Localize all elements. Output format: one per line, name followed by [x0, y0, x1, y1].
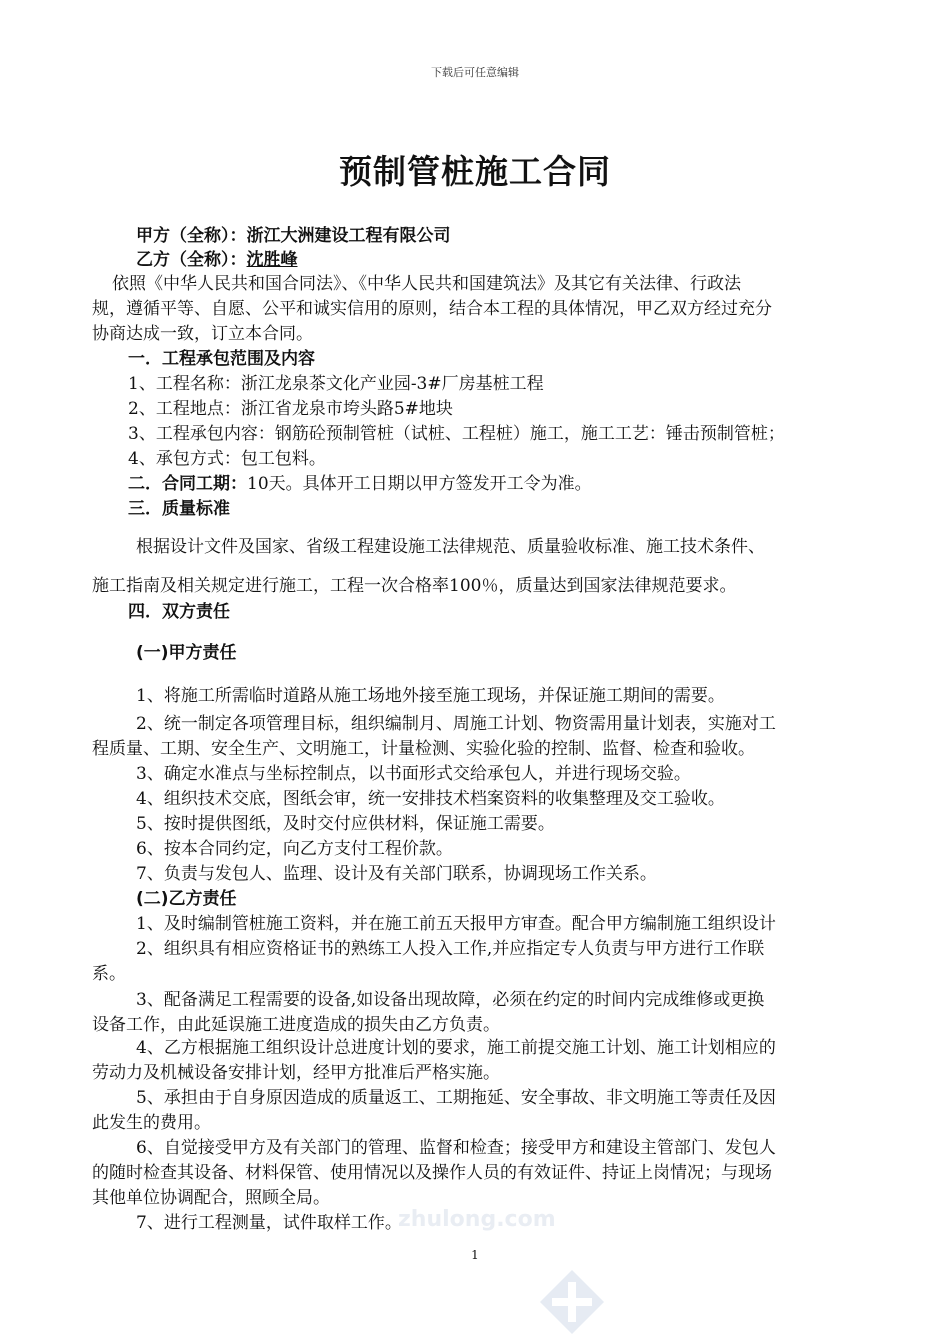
party-a-duty: 3、确定水准点与坐标控制点，以书面形式交给承包人，并进行现场交验。: [136, 764, 691, 784]
party-b-duty: 1、及时编制管桩施工资料，并在施工前五天报甲方审查。配合甲方编制施工组织设计: [136, 914, 776, 934]
page-header: 下载后可任意编辑: [431, 66, 519, 79]
section2-line: [128, 472, 908, 496]
section2-text: 10天。具体开工日期以甲方签发开工令为准。: [247, 474, 592, 494]
party-b-duties-heading: (二)乙方责任: [136, 889, 237, 909]
section2-heading: 二．合同工期：: [128, 474, 247, 494]
party-b-duty: 系。: [92, 964, 126, 984]
party-b-duty: 5、承担由于自身原因造成的质量返工、工期拖延、安全事故、非文明施工等责任及因: [136, 1088, 776, 1108]
party-b-duty: 设备工作，由此延误施工进度造成的损失由乙方负责。: [92, 1015, 500, 1035]
party-a-duty: 5、按时提供图纸，及时交付应供材料，保证施工需要。: [136, 814, 555, 834]
section3-heading: 三．质量标准: [128, 499, 230, 519]
party-b-duty: 其他单位协调配合，照顾全局。: [92, 1188, 330, 1208]
party-b-duty: 7、进行工程测量，试件取样工作。: [136, 1213, 402, 1233]
party-a-duty: 7、负责与发包人、监理、设计及有关部门联系，协调现场工作关系。: [136, 864, 657, 884]
section1-item: 3、工程承包内容：钢筋砼预制管桩（试桩、工程桩）施工，施工工艺：锤击预制管桩；: [128, 424, 785, 444]
party-b-duty: 2、组织具有相应资格证书的熟练工人投入工作,并应指定专人负责与甲方进行工作联: [136, 939, 765, 959]
party-b-line: [136, 248, 916, 272]
party-a-value: 浙江大洲建设工程有限公司: [246, 226, 451, 246]
party-a-label: 甲方（全称）：: [136, 226, 247, 246]
party-b-duty: 此发生的费用。: [92, 1113, 211, 1133]
party-b-duty: 6、自觉接受甲方及有关部门的管理、监督和检查；接受甲方和建设主管部门、发包人: [136, 1138, 776, 1158]
section3-line: 施工指南及相关规定进行施工，工程一次合格率100％，质量达到国家法律规范要求。: [92, 576, 737, 596]
watermark-logo-icon: [538, 1268, 606, 1336]
section3-line: 根据设计文件及国家、省级工程建设施工法律规范、质量验收标准、施工技术条件、: [136, 537, 765, 557]
section1-item: 1、工程名称：浙江龙泉茶文化产业园-3#厂房基桩工程: [128, 374, 544, 394]
section4-heading: 四．双方责任: [128, 602, 230, 622]
party-a-duty: 2、统一制定各项管理目标，组织编制月、周施工计划、物资需用量计划表，实施对工: [136, 714, 776, 734]
intro-line: 规，遵循平等、自愿、公平和诚实信用的原则，结合本工程的具体情况，甲乙双方经过充分: [92, 299, 772, 319]
party-a-duty: 1、将施工所需临时道路从施工场地外接至施工现场，并保证施工期间的需要。: [136, 686, 725, 706]
page-number: 1: [471, 1248, 479, 1262]
intro-line: 协商达成一致，订立本合同。: [92, 324, 313, 344]
party-a-duty: 6、按本合同约定，向乙方支付工程价款。: [136, 839, 453, 859]
party-a-duty: 4、组织技术交底，图纸会审，统一安排技术档案资料的收集整理及交工验收。: [136, 789, 725, 809]
document-title: 预制管桩施工合同: [339, 152, 611, 191]
intro-line: 依照《中华人民共和国合同法》、《中华人民共和国建筑法》及其它有关法律、行政法: [112, 274, 741, 294]
party-a-duties-heading: (一)甲方责任: [136, 643, 237, 663]
section1-item: 4、承包方式：包工包料。: [128, 449, 326, 469]
party-b-duty: 3、配备满足工程需要的设备,如设备出现故障，必须在约定的时间内完成维修或更换: [136, 990, 765, 1010]
party-b-duty: 劳动力及机械设备安排计划，经甲方批准后严格实施。: [92, 1063, 500, 1083]
party-b-duty: 的随时检查其设备、材料保管、使用情况以及操作人员的有效证件、持证上岗情况；与现场: [92, 1163, 772, 1183]
party-b-duty: 4、乙方根据施工组织设计总进度计划的要求，施工前提交施工计划、施工计划相应的: [136, 1038, 776, 1058]
party-b-label: 乙方（全称）：: [136, 250, 247, 270]
watermark-text: zhulong.com: [398, 1207, 556, 1232]
section1-heading: 一．工程承包范围及内容: [128, 349, 315, 369]
party-b-value: 沈胜峰: [246, 250, 298, 270]
party-a-line: [136, 224, 916, 248]
section1-item: 2、工程地点：浙江省龙泉市垮头路5#地块: [128, 399, 453, 419]
party-a-duty: 程质量、工期、安全生产、文明施工，计量检测、实验化验的控制、监督、检查和验收。: [92, 739, 755, 759]
